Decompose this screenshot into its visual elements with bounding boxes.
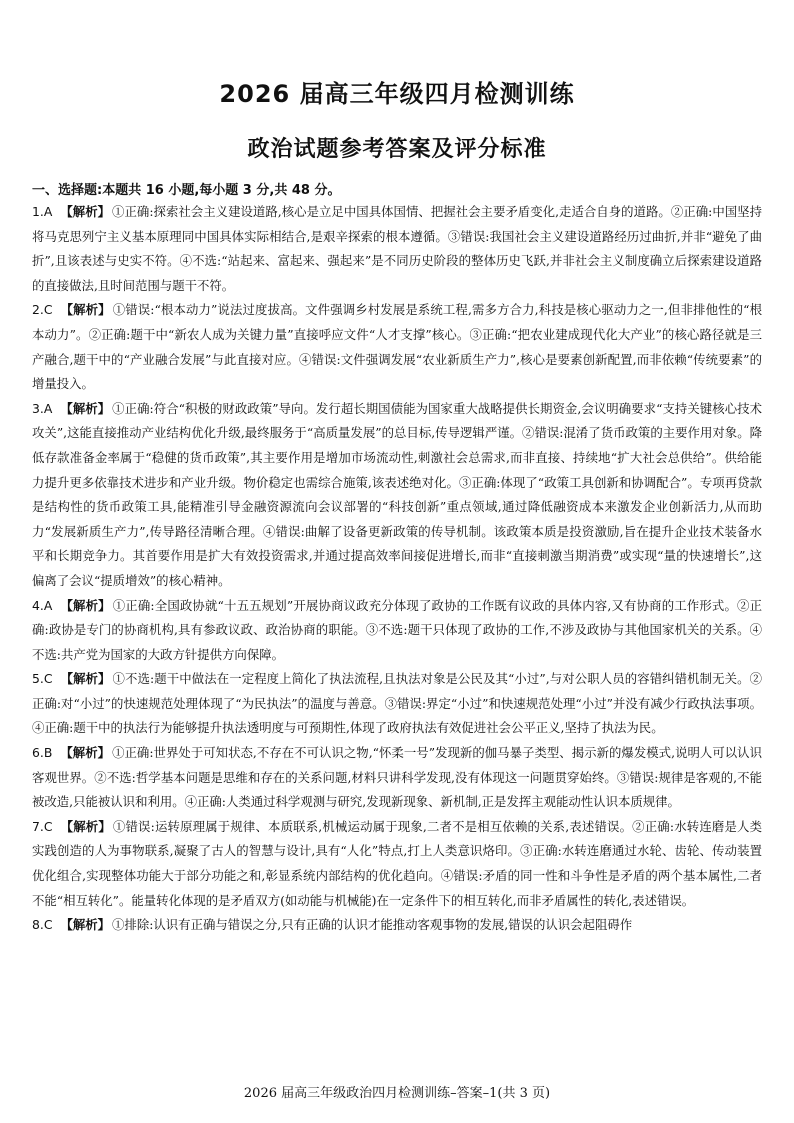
answer-number: 4. — [32, 597, 44, 613]
page-title: 2026 届高三年级四月检测训练 — [219, 80, 575, 108]
page-subtitle: 政治试题参考答案及评分标准 — [247, 137, 547, 162]
answer-explanation: ①错误:“根本动力”说法过度拔高。文件强调乡村发展是系统工程,需多方合力,科技是核心驱动力之一,但非排他性的“根本动力”。②正确:题干中“新农人成为关键力量”直接呼应文件“人才支撑”核心。③正确:“把农业建成现代化大产业”的核心路径就是三产融合,题干中的“产业融合发展”与此直接对应。④错误:文件强调发展“农业新质生产力”,核心是要素创新配置,而非依赖“传统要素”的增量投入。 — [32, 302, 763, 392]
answer-item-1 — [32, 200, 762, 298]
answer-choice: A — [43, 400, 53, 416]
answer-choice: C — [43, 302, 53, 318]
answer-number: 8. — [32, 917, 44, 933]
answer-item-8 — [32, 913, 762, 938]
answer-item-7 — [32, 815, 762, 913]
answer-choice: A — [43, 597, 53, 613]
answer-choice: B — [43, 745, 53, 761]
analysis-tag: 【解析】 — [60, 818, 111, 834]
answer-explanation: ①错误:运转原理属于规律、本质联系,机械运动属于现象,二者不是相互依赖的关系,表述错误。②正确:水转连磨是人类实践创造的人为事物联系,凝聚了古人的智慧与设计,具有“人化”特点,打上人类意识烙印。③正确:水转连磨通过水轮、齿轮、传动装置优化组合,实现整体功能大于部分功能之和,彰显系统内部结构的优化趋向。④错误:矛盾的同一性和斗争性是矛盾的两个基本属性,二者不能“相互转化”。能量转化体现的是矛盾双方(如动能与机械能)在一定条件下的相互转化,而非矛盾属性的转化,表述错误。 — [32, 818, 762, 908]
answer-choice: C — [43, 818, 53, 834]
answer-list — [32, 200, 762, 938]
analysis-tag: 【解析】 — [60, 204, 111, 219]
answer-item-3 — [32, 397, 762, 594]
answer-number: 1. — [32, 204, 44, 219]
answer-item-5 — [32, 667, 762, 741]
analysis-tag: 【解析】 — [60, 671, 111, 687]
page-footer: 2026 届高三年级政治四月检测训练–答案–1(共 3 页) — [243, 1086, 551, 1101]
analysis-tag: 【解析】 — [60, 302, 111, 318]
answer-number: 7. — [32, 818, 44, 834]
answer-item-6 — [32, 741, 762, 815]
answer-item-2 — [32, 298, 762, 396]
answer-explanation: ①正确:世界处于可知状态,不存在不可认识之物,“怀柔一号”发现新的伽马暴子类型、揭示新的爆发模式,说明人可以认识客观世界。②不选:哲学基本问题是思维和存在的关系问题,材料只讲科学发现,没有体现这一问题贯穿始终。③错误:规律是客观的,不能被改造,只能被认识和利用。④正确:人类通过科学观测与研究,发现新现象、新机制,正是发挥主观能动性认识本质规律。 — [32, 745, 762, 810]
answer-explanation: ①正确:探索社会主义建设道路,核心是立足中国具体国情、把握社会主要矛盾变化,走适合自身的道路。②正确:中国坚持将马克思列宁主义基本原理同中国具体实际相结合,是艰辛探索的根本遵循。③错误:我国社会主义建设道路经历过曲折,并非“避免了曲折”,且该表述与史实不符。④不选:“站起来、富起来、强起来”是不同历史阶段的整体历史飞跃,并非社会主义制度确立后探索建设道路的直接做法,且时间范围与题干不符。 — [32, 204, 762, 293]
answer-number: 2. — [32, 302, 44, 318]
analysis-tag: 【解析】 — [60, 917, 111, 933]
analysis-tag: 【解析】 — [60, 597, 111, 613]
answer-explanation: ①正确:全国政协就“十五五规划”开展协商议政充分体现了政协的工作既有议政的具体内容,又有协商的工作形式。②正确:政协是专门的协商机构,具有参政议政、政治协商的职能。③不选:题干只体现了政协的工作,不涉及政协与其他国家机关的关系。④不选:共产党为国家的大政方针提供方向保障。 — [32, 597, 762, 662]
answer-explanation: ①不选:题干中做法在一定程度上简化了执法流程,且执法对象是公民及其“小过”,与对公职人员的容错纠错机制无关。②正确:对“小过”的快速规范处理体现了“为民执法”的温度与善意。③错误:界定“小过”和快速规范处理“小过”并没有减少行政执法事项。④正确:题干中的执法行为能够提升执法透明度与可预期性,体现了政府执法有效促进社会公平正义,坚持了执法为民。 — [32, 671, 762, 736]
answer-choice: C — [43, 671, 53, 687]
answer-explanation: ①正确:符合“积极的财政政策”导向。发行超长期国债能为国家重大战略提供长期资金,会议明确要求“支持关键核心技术攻关”,这能直接推动产业结构优化升级,最终服务于“高质量发展”的总目标,传导逻辑严谨。②错误:混淆了货币政策的主要作用对象。降低存款准备金率属于“稳健的货币政策”,其主要作用是增加市场流动性,刺激社会总需求,而非直接、持续地“扩大社会总供给”。供给能力提升更多依靠技术进步和产业升级。物价稳定也需综合施策,该表述绝对化。③正确:体现了“政策工具创新和协调配合”。专项再贷款是结构性的货币政策工具,能精准引导金融资源流向会议部署的“科技创新”重点领域,通过降低融资成本来激发企业创新活力,从而助力“发展新质生产力”,传导路径清晰合理。④错误:曲解了设备更新政策的传导机制。该政策本质是投资激励,旨在提升企业技术装备水平和长期竞争力。其首要作用是扩大有效投资需求,并通过提高效率间接促进增长,而非“直接刺激当期消费”或实现“量的快速增长”,这偏离了会议“提质增效”的核心精神。 — [32, 400, 762, 588]
answer-number: 3. — [32, 400, 44, 416]
answer-item-4 — [32, 594, 762, 668]
answer-explanation: ①排除:认识有正确与错误之分,只有正确的认识才能推动客观事物的发展,错误的认识会起阻碍作 — [112, 917, 633, 933]
analysis-tag: 【解析】 — [60, 400, 111, 416]
answer-choice: C — [43, 917, 53, 933]
answer-choice: A — [43, 204, 53, 219]
analysis-tag: 【解析】 — [60, 745, 111, 761]
section-heading: 一、选择题:本题共 16 小题,每小题 3 分,共 48 分。 — [32, 183, 341, 198]
answer-number: 5. — [32, 671, 44, 687]
answer-number: 6. — [32, 745, 44, 761]
